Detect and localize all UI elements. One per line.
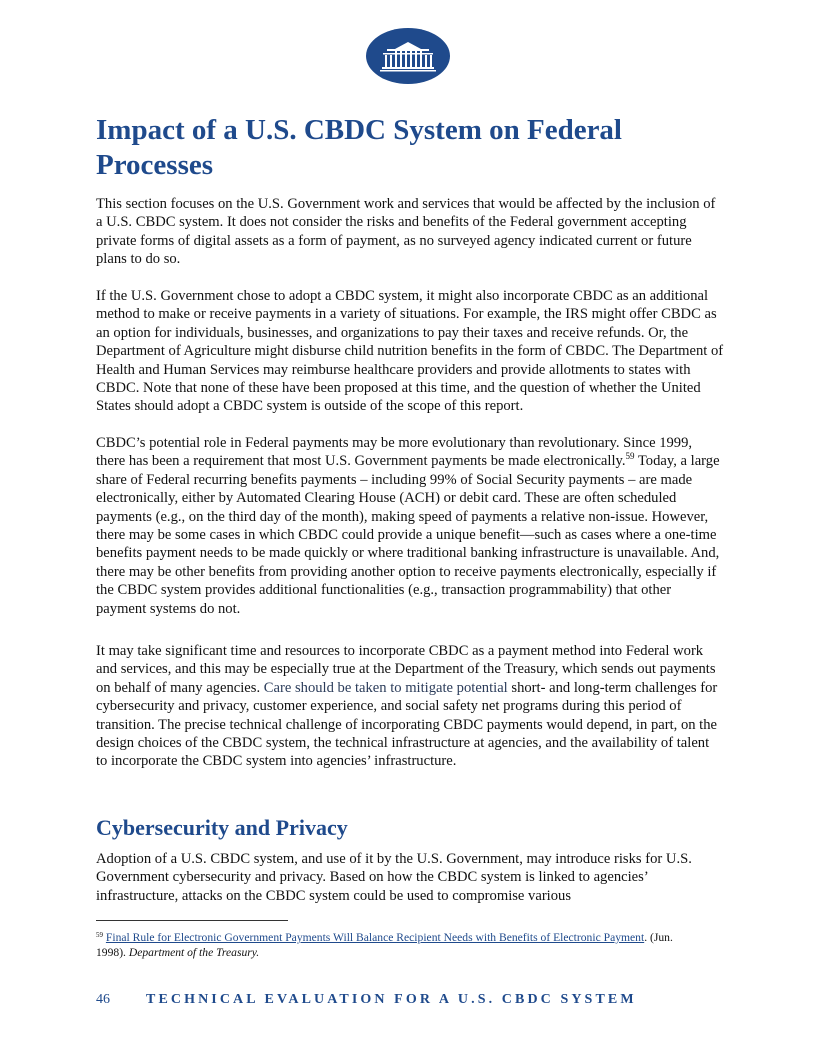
paragraph-text: Today, a large share of Federal recurring benefits payments – including 99% of Social Security payments – are made electronically, either by Automated Clearing House (ACH) or debit card. These are often scheduled payments (e.g., on the third day of the month), making speed of payments a relative non-issue. However, there may be some cases in which CBDC could provide a unique benefit—such as cases where a one-time benefits payment needs to be made quickly or where traditional banking infrastructure is unavailable. And, there may be other benefits from providing another option to receive payments electronically, especially if the CBDC system provides additional functionalities (e.g., transaction programmability) that other payment systems do not. — [96, 453, 720, 617]
page-number: 46 — [96, 992, 110, 1007]
federal-payments-paragraph — [96, 434, 724, 618]
adoption-paragraph: If the U.S. Government chose to adopt a CBDC system, it might also incorporate CBDC as an additional method to make or receive payments in a variety of situations. For example, the IRS might offer CBDC as an option for individuals, businesses, and organizations to pay their taxes and receive refunds. Or, the Department of Agriculture might disburse child nutrition benefits in the form of CBDC. The Department of Health and Human Services may reimburse healthcare providers and provide allotments to states with CBDC. Note that none of these have been proposed at this time, and the question of whether the United States should adopt a CBDC system is outside of the scope of this report. — [96, 288, 724, 415]
footnote-number: 59 — [96, 931, 103, 939]
footnote-link[interactable]: Final Rule for Electronic Government Payments Will Balance Recipient Needs with Benefits of Electronic Payment — [105, 931, 645, 944]
cybersecurity-paragraph: Adoption of a U.S. CBDC system, and use of it by the U.S. Government, may introduce risks for U.S. Government cybersecurity and privacy. Based on how the CBDC system is linked to agencies’ infrastructure, attacks on the CBDC system could be used to compromise various — [96, 851, 692, 904]
section-heading: Cybersecurity and Privacy — [96, 815, 348, 840]
page-title: Impact of a U.S. CBDC System on Federal Processes — [96, 114, 622, 181]
footnote — [96, 930, 696, 960]
paragraph-text: CBDC’s potential role in Federal payments may be more evolutionary than revolutionary. Since 1999, there has been a requirement that most U.S. Government payments be made electronically. — [96, 435, 693, 470]
footnote-source: Department of the Treasury. — [128, 946, 260, 959]
highlighted-text: Care should be taken to mitigate potential — [263, 679, 508, 696]
intro-paragraph: This section focuses on the U.S. Government work and services that would be affected by the inclusion of a U.S. CBDC system. It does not consider the risks and benefits of the Federal government accepting private forms of digital assets as a form of payment, as no surveyed agency indicated current or future plans to do so. — [96, 196, 716, 268]
running-title: TECHNICAL EVALUATION FOR A U.S. CBDC SYSTEM — [146, 992, 637, 1007]
footnote-reference[interactable]: 59 — [625, 451, 635, 462]
footnote-divider — [96, 920, 288, 921]
implementation-paragraph — [96, 642, 724, 771]
white-house-seal-icon — [365, 27, 451, 85]
paragraph-text: It may take significant time and resources to incorporate CBDC as a payment method into Federal work and services, and this may be especially true at the Department of the Treasury, which sends out payments on behalf of many agencies. — [96, 643, 716, 696]
paragraph-text: short- and long-term challenges for cybersecurity and privacy, customer experience, and social safety net programs during this period of transition. The precise technical challenge of incorporating CBDC payments would depend, in part, on the design choices of the CBDC system, the technical infrastructure at agencies, and the availability of talent to incorporate the CBDC system into agencies’ infrastructure. — [96, 679, 718, 770]
footnote-date: . (Jun. 1998). — [96, 931, 673, 959]
